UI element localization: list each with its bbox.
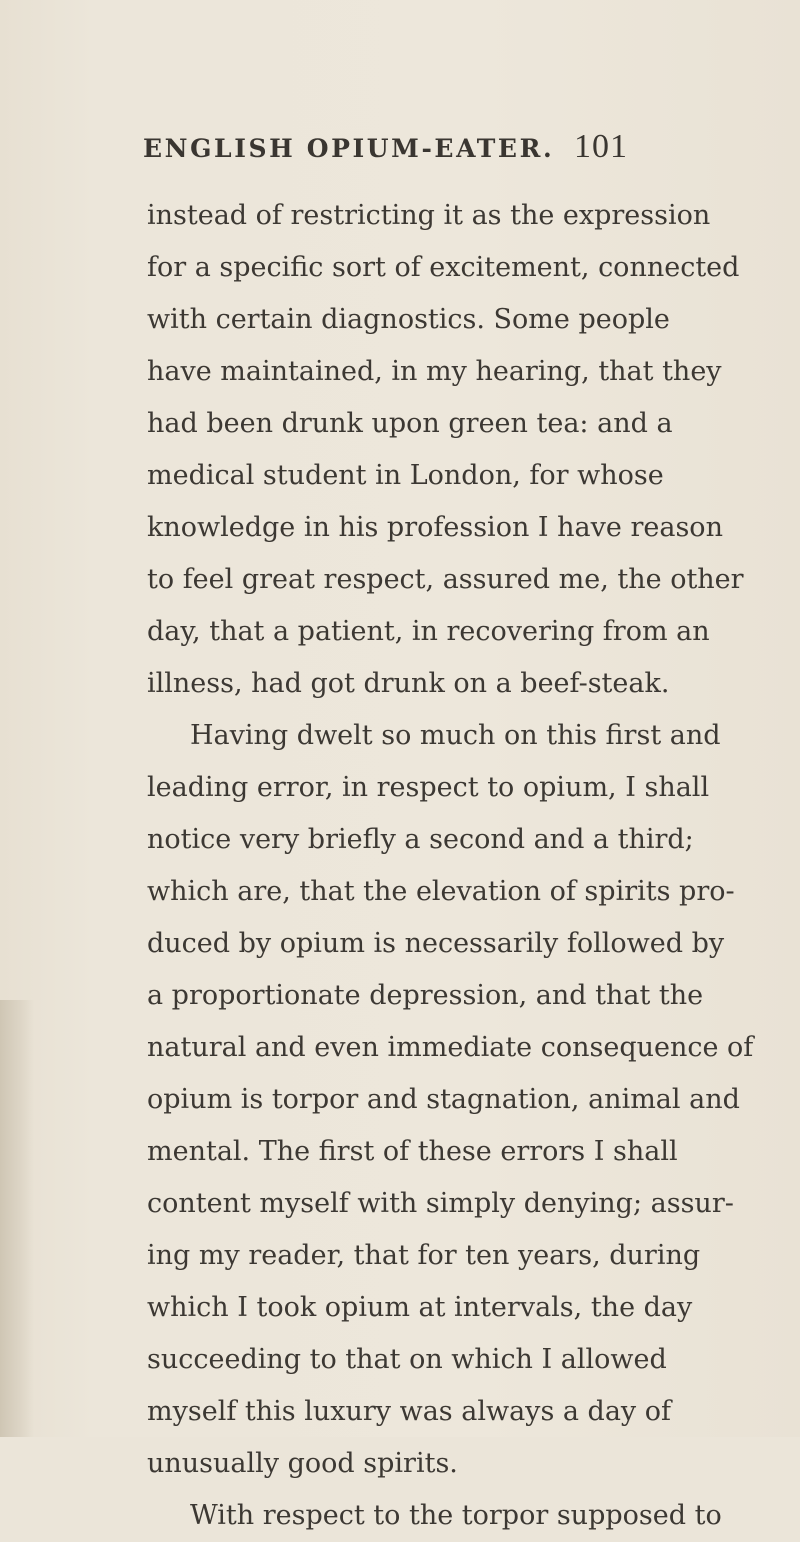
text-line: content myself with simply denying; assur- — [147, 1188, 734, 1219]
text-line: opium is torpor and stagnation, animal and — [147, 1084, 740, 1115]
text-line: a proportionate depression, and that the — [147, 980, 704, 1011]
text-line: for a specific sort of excitement, connected — [147, 252, 740, 283]
running-head: ENGLISH OPIUM-EATER. — [143, 134, 555, 163]
text-line: day, that a patient, in recovering from an — [147, 616, 710, 647]
text-line: natural and even immediate consequence of — [147, 1032, 754, 1063]
text-line: which I took opium at intervals, the day — [147, 1292, 693, 1323]
text-line: leading error, in respect to opium, I shall — [147, 772, 710, 803]
text-line: with certain diagnostics. Some people — [147, 304, 670, 335]
text-line: had been drunk upon green tea: and a — [147, 408, 673, 439]
text-line: medical student in London, for whose — [147, 460, 664, 491]
text-line: mental. The first of these errors I shall — [147, 1136, 678, 1167]
text-line: ing my reader, that for ten years, during — [147, 1240, 701, 1271]
text-line: myself this luxury was always a day of — [147, 1396, 672, 1427]
text-line: notice very briefly a second and a third; — [147, 824, 694, 855]
text-line: unusually good spirits. — [147, 1448, 458, 1479]
text-line: have maintained, in my hearing, that they — [147, 356, 722, 387]
text-line: which are, that the elevation of spirits pro- — [147, 876, 735, 907]
text-line: With respect to the torpor supposed to — [190, 1500, 722, 1531]
text-line: Having dwelt so much on this first and — [190, 720, 721, 751]
page-edge-shadow — [0, 1000, 34, 1437]
text-line: illness, had got drunk on a beef-steak. — [147, 668, 670, 699]
text-line: duced by opium is necessarily followed by — [147, 928, 725, 959]
text-line: to feel great respect, assured me, the other — [147, 564, 744, 595]
text-line: instead of restricting it as the expression — [147, 200, 711, 231]
page-number: 101 — [574, 128, 628, 165]
text-line: knowledge in his profession I have reason — [147, 512, 723, 543]
text-line: succeeding to that on which I allowed — [147, 1344, 667, 1375]
